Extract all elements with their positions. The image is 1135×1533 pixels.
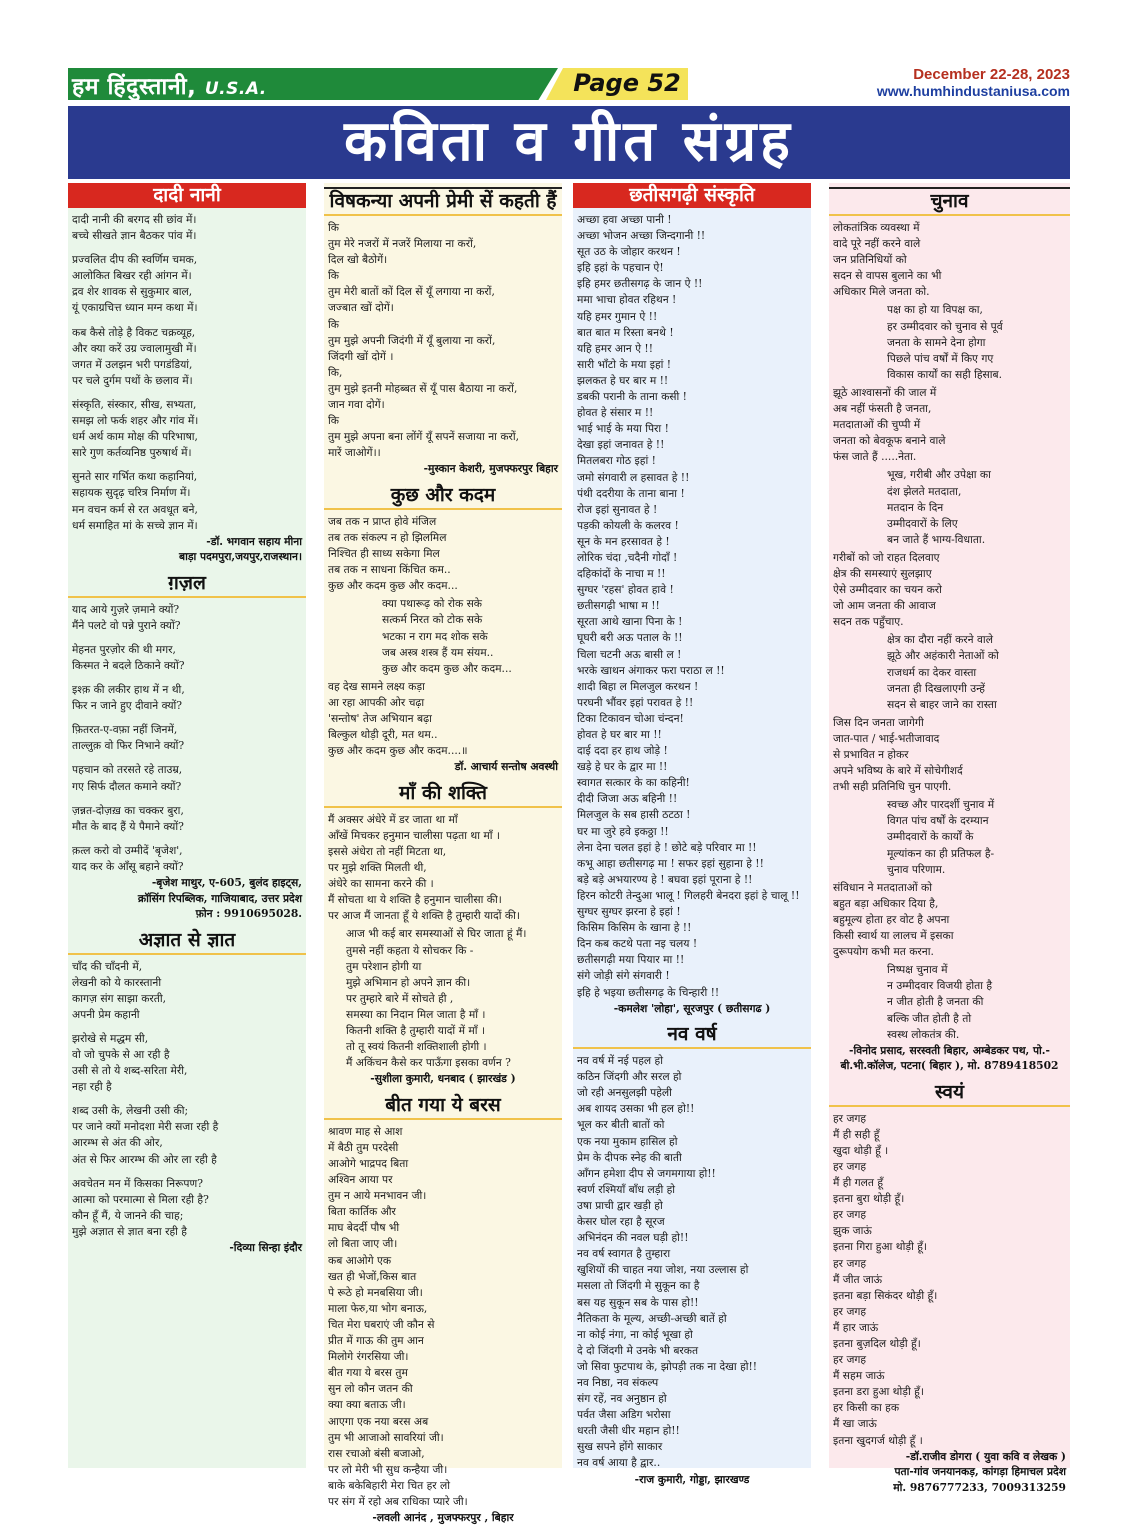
poem-title-vishkanya: विषकन्या अपनी प्रेमी सें कहती हैं: [324, 187, 562, 216]
poem-stanza: प्रज्वलित दीप की स्वर्णिम चमक, आलोकित बिखर रही आंगन में। द्रव शेर शावक से सुकुमार बाल, यूं एकाग्रचित्त ध्यान मग्न कथा में।: [72, 253, 198, 315]
poem-title-agyat: अज्ञात से ज्ञात: [68, 928, 306, 955]
poem-stanza: स्वच्छ और पारदर्शी चुनाव में विगत पांच वर्षों के दरम्यान उम्मीदवारों के कार्यों के मूल्यांकन का ही प्रतिफल है- चुनाव परिणाम.: [887, 798, 995, 876]
poem-author: -कमलेश 'लोहा', सूरजपुर ( छतीसगढ ): [613, 1001, 771, 1015]
poem-stanza: झरोखे से मद्धम सी, वो जो चुपके से आ रही है उसी से तो ये शब्द-सरिता मेरी, नहा रही है: [72, 1031, 188, 1094]
poem-stanza: पहचान को तरसते रहे ताउम्र, गए सिर्फ दौलत कमाने क्यों?: [72, 763, 183, 793]
poem-title-beet-gaya-baras: बीत गया ये बरस: [324, 1093, 562, 1120]
section-banner: [68, 106, 1070, 179]
brand-suffix: U.S.A.: [204, 79, 267, 99]
poem-stanza: शब्द उसी के, लेखनी उसी की; पर जाने क्यों मनोदशा मेरी सजा रही है आरम्भ से अंत की ओर, अंत से फिर आरम्भ की ओर ला रही है: [72, 1104, 219, 1166]
poem-title-ghazal: ग़ज़ल: [68, 571, 306, 598]
poem-author: -राज कुमारी, गोड्डा, झारखण्ड: [634, 1472, 750, 1486]
issue-date: December 22-28, 2023: [913, 66, 1070, 83]
poem-author: -विनोद प्रसाद, सरस्वती बिहार, अम्बेडकर पथ, पो.- बी.भी.कॉलेज, पटना( बिहार ), मो. 8789418502: [840, 1043, 1059, 1073]
poem-stanza: मैं अक्सर अंधेरे में डर जाता था माँ आँखें मिचकर हनुमान चालीसा पढ़ता था माँ । इससे अंधेरा तो नहीं मिटता था, पर मुझे शक्ति मिलती थी, अंधेरे का सामना करने की । मैं सोचता था ये शक्ति है हनुमान चालीसा की। पर आज मैं जानता हूँ ये शक्ति है तुम्हारी यादों की।: [328, 812, 520, 923]
column-3: [573, 183, 811, 1486]
poem-stanza: मेहनत पुरज़ोर की थी मगर, किस्मत ने बदले ठिकाने क्यों?: [72, 642, 185, 672]
poem-title-chhattisgarhi: छतीसगढ़ी संस्कृति: [573, 183, 811, 208]
brand-text: हम हिंदुस्तानी,: [72, 74, 197, 100]
page-number: Page 52: [573, 69, 681, 97]
column-1: [68, 183, 306, 1468]
poem-stanza: क्षेत्र का दौरा नहीं करने वाले झूठे और अहंकारी नेताओं को राजधर्म का देकर वास्ता जनता ही दिखलाएगी उन्हें सदन से बाहर जाने का रास्ता: [887, 633, 999, 711]
poem-stanza: ज़न्नत-दोज़ख़ का चक्कर बुरा, मौत के बाद हैं ये पैमाने क्यों?: [72, 803, 184, 833]
poem-stanza: लोकतांत्रिक व्यवस्था में वादे पूरे नहीं करने वाले जन प्रतिनिधियों को सदन से वापस बुलाने का भी अधिकार मिले जनता को.: [833, 221, 942, 299]
poem-stanza: गरीबों को जो राहत दिलवाए क्षेत्र की समस्याएं सुलझाए ऐसे उम्मीदवार का चयन करो जो आम जनता की आवाज सदन तक पहुँचाए.: [833, 550, 942, 629]
poem-author: -मुस्कान केशरी, मुजफ्फरपुर बिहार: [423, 462, 558, 476]
website-link[interactable]: www.humhindustaniusa.com: [876, 83, 1070, 99]
poem-stanza: जिस दिन जनता जागेगी जात-पात / भाई-भतीजावाद से प्रभावित न होकर अपने भविष्य के बारे में सोचेगीशर्द तभी सही प्रतिनिधि चुन पाएगी.: [833, 715, 963, 794]
poem-stanza: हर जगह मैं ही सही हूँ खुदा थोड़ी हूँ । हर जगह मैं ही गलत हूँ इतना बुरा थोड़ी हूँ। हर जगह झुक जाऊं इतना गिरा हुआ थोड़ी हूँ। हर जगह मैं जीत जाऊं इतना बड़ा सिकंदर थोड़ी हूँ। हर जगह मैं हार जाऊं इतना बुज़दिल थोड़ी हूँ। हर जगह मैं सहम जाऊं इतना डरा हुआ थोड़ी हूँ। हर किसी का हक मैं खा जाऊं इतना खुदगर्ज थोड़ी हूँ ।: [833, 1111, 938, 1447]
column-2: [324, 183, 562, 1525]
poem-stanza: श्रावण माह से आश में बैठी तुम परदेसी आओगे भाद्रपद बिता अश्विन आया पर तुम न आये मनभावन जी। बिता कार्तिक और माघ बेदर्दी पौष भी लो बिता जाए जी। कब आओगे एक खत ही भेजों,किस बात पे रूठे हो मनबसिया जी। माला फेरु,या भोग बनाऊ, चित मेरा घबराएं जी कौन से प्रीत में गाऊ की तुम आन मिलोगे रंगरसिया जी। बीत गया ये बरस तुम सुन लो कौन जतन की क्या क्या बताऊ जी। आएगा एक नया बरस अब तुम भी आजाओ सावरियां जी। रास रचाओ बंसी बजाओ, पर लो मेरी भी सुध कन्हैया जी। बाके बकेबिहारी मेरा चित हर लो पर संग में रहो अब राधिका प्यारे जी।: [328, 1124, 468, 1508]
column-4: [829, 183, 1070, 1494]
poem-stanza: चाँद की चाँदनी में, लेखनी को ये कारस्तानी कागज़ संग साझा करती, अपनी प्रेम कहानी: [72, 959, 167, 1021]
poem-author: -बृजेश माथुर, ए-605, बुलंद हाइट्स, क्रॉसिंग रिपब्लिक, गाजियाबाद, उत्तर प्रदेश फ़ोन : 9910695028.: [137, 876, 302, 920]
poem-stanza: सुनते सार गर्भित कथा कहानियां, सहायक सुदृढ़ चरित्र निर्माण में। मन वचन कर्म से रत अवधूत बने, धर्म समाहित मां के सच्चे ज्ञान में।: [72, 470, 198, 532]
poem-title-nav-varsh: नव वर्ष: [573, 1022, 811, 1049]
poem-title-dadi-nani: दादी नानी: [68, 183, 306, 208]
poem-title-maa-ki-shakti: माँ की शक्ति: [324, 781, 562, 808]
poem-author: -डॉ. भगवान सहाय मीना बाड़ा पदमपुरा,जयपुर,राजस्थान।: [178, 534, 302, 564]
poem-stanza: कब कैसे तोड़े है विकट चक्रव्यूह, और क्या करें उग्र ज्वालामुखी में। जगत में उलझन भरी पगडंडियां, पर चले दुर्गम पथों के छलाव में।: [72, 325, 197, 387]
poem-author: -सुशीला कुमारी, धनबाद ( झारखंड ): [370, 1072, 516, 1086]
poem-stanza: नव वर्ष में नई पहल हो कठिन जिंदगी और सरल हो जो रही अनसुलझी पहेली अब शायद उसका भी हल हो!! भूल कर बीती बातों को एक नया मुकाम हासिल हो प्रेम के दीपक स्नेह की बाती आँगन हमेशा दीप से जगमगाया हो!! स्वर्ण रश्मियाँ बाँध लड़ी हो उषा प्राची द्वार खड़ी हो केसर घोल रहा है सूरज अभिनंदन की नवल घड़ी हो!! नव वर्ष स्वागत है तुम्हारा खुशियों की चाहत नया जोश, नया उल्लास हो मसला तो जिंदगी मे सुकून का है बस यह सुकून सब के पास हो!! नैतिकता के मूल्य, अच्छी-अच्छी बातें हो ना कोई नंगा, ना कोई भूखा हो दे दो जिंदगी मे उनके भी बरकत जो सिवा फुटपाथ के, झोपड़ी तक ना देखा हो!! नव निष्ठा, नव संकल्प संग रहें, नव अनुष्ठान हो पर्वत जैसा अडिग भरोसा धरती जैसी धीर महान हो!! सुख सपने होंगे साकार नव वर्ष आया है द्वार..: [577, 1054, 758, 1470]
poem-title-kuch-aur-kadam: कुछ और कदम: [324, 483, 562, 510]
poem-stanza: फ़ितरत-ए-वफ़ा नहीं जिनमें, ताल्लुक़ वो फिर निभाने क्यों?: [72, 723, 185, 753]
poem-stanza: आज भी कई बार समस्याओं से घिर जाता हूं मैं। तुमसे नहीं कहता ये सोचकर कि - तुम परेशान होगी या मुझे अभिमान हो अपने ज्ञान की। पर तुम्हारे बारे में सोचते ही , समस्या का निदान मिल जाता है माँ । कितनी शक्ति है तुम्हारी यादों में माँ । तो तू स्वयं कितनी शक्तिशाली होगी । मैं अकिंचन कैसे कर पाऊँगा इसका वर्णन ?: [346, 927, 527, 1070]
poem-author: -लवली आनंद , मुजफ्फरपुर , बिहार: [372, 1511, 514, 1525]
poem-stanza: जब तक न प्राप्त होवे मंजिल तब तक संकल्प न हो झिलमिल निश्चित ही साध्य सकेगा मिल तब तक न साधना किंचित कम.. कुछ और कदम कुछ और कदम...: [328, 514, 458, 593]
poem-author: -दिव्या सिन्हा इंदौर: [229, 1241, 302, 1254]
poem-stanza: इश्क़ की लकीर हाथ में न थी, फिर न जाने हुए दीवाने क्यों?: [72, 683, 185, 713]
poem-stanza: कि तुम मेरे नजरों में नजरें मिलाया ना करों, दिल खो बैठोगें। कि तुम मेरी बातों कों दिल सें यूँ लगाया ना करों, जज्बात खों दोगें। कि तुम मुझे अपनी जिदंगी में यूँ बुलाया ना करों, जिंदगी खों दोगें । कि, तुम मुझे इतनी मोहब्बत सें यूँ पास बैठाया ना करों, जान गवा दोगें। कि तुम मुझे अपना बना लोंगें यूँ सपनें सजाया ना करों, मारें जाओगें।।: [328, 221, 520, 460]
poem-stanza: दादी नानी की बरगद सी छांव में। बच्चे सीखते ज्ञान बैठकर पांव में।: [72, 213, 197, 243]
poem-title-chunav: चुनाव: [829, 187, 1070, 216]
section-title: कविता व गीत संग्रह: [344, 109, 794, 174]
poem-stanza: संस्कृति, संस्कार, सीख, सभ्यता, समझ लो फर्क शहर और गांव में। धर्म अर्थ काम मोक्ष की परिभाषा, सारे गुण कर्तव्यनिष्ठ पुरुषार्थ में।: [72, 397, 199, 460]
poem-author: -डॉ.राजीव डोगरा ( युवा कवि व लेखक ) पता-गांव जनयानकड़, कांगड़ा हिमाचल प्रदेश मो. 9876777233, 7009313259: [893, 1449, 1066, 1494]
poem-stanza: निष्पक्ष चुनाव में न उम्मीदवार विजयी होता है न जीत होती है जनता की बल्कि जीत होती है तो स्वस्थ लोकतंत्र की.: [887, 963, 993, 1041]
poem-stanza: अच्छा हवा अच्छा पानी ! अच्छा भोजन अच्छा जिन्दगानी !! सूत उठ के जोहार करथन ! इहि इहां के पहचान ऐ! इहि हमर छतीसगढ़ के जान ऐ !! ममा भाचा होवत रहिथन ! यहि हमर गुमान ऐ !! बात बात म रिस्ता बनथे ! यहि हमर आन ऐ !! सारी भाँटो के मया इहां ! झलकत हे घर बार म !! डबकी परानी के ताना कसी ! होवत हे संसार म !! भाई भाई के मया पिरा ! देखा इहां जनावत हे !! मितलबरा गोठ इहां ! जमो संगवारी ल हसावत हे !! पंथी ददरीया के ताना बाना ! रोज इहां सुनावत हे ! पड़की कोयली के कलरव ! सून के मन हरसावत हे ! लोरिक चंदा ,चदैनी गोदाँ ! दहिकांदों के नाचा म !! सुग्घर 'रहस' होवत हावे ! छतीसगढ़ी भाषा म !! सूरता आथे खाना पिना के ! घूघरी बरी अऊ पताल के !! चिला चटनी अऊ बासी ल ! भरके खाथन अंगाकर फरा पराठा ल !! शादी बिहा ल मिलजुल करथन ! परघनी भौंवर इहां परावत हे !! टिका टिकावन चोआ चंन्दन! होवत हे घर बार मा !! दाई ददा हर हाथ जोड़े ! खड़े हे घर के द्वार मा !! स्वागत सत्कार के का कहिनी! दीदी जिजा अऊ बहिनी !! मिलजुल के सब हासी ठटठा ! घर मा जुरे हवे इकठ्ठा !! लेना देना चलत इहां हे ! छोटे बड़े परिवार मा !! कभू आहा छतीसगढ़ मा ! सफर इहां सुहाना हे !! बड़े बड़े अभयारण्य हे ! बघवा इहां पूराना हे !! हिरन कोटरी तेन्दुआ भालू ! गिलहरी बेनदरा इहां हे चालू !! सुग्घर सुग्घर झरना हे इहां ! किसिम किसिम के खाना हे !! दिन कब कटथे पता नइ चलय ! छतीसगढ़ी मया पियार मा !! संगे जोड़ी संगे संगवारी ! इहि हे भइया छतीसगढ़ के चिन्हारी !!: [577, 213, 800, 999]
poem-stanza: वह देख सामने लक्ष्य कड़ा आ रहा आपकी ओर चढ़ा 'सन्तोष' तेज अभियान बढ़ा बिल्कुल थोड़ी दूरी, मत थम.. कुछ और कदम कुछ और कदम....॥: [328, 679, 468, 758]
poem-stanza: संविधान ने मतदाताओं को बहुत बड़ा अधिकार दिया है, बहुमूल्य होता हर वोट है अपना किसी स्वार्थ या लालच में इसका दुरूपयोग कभी मत करना.: [833, 880, 954, 959]
poem-stanza: अवचेतन मन में किसका निरूपण? आत्मा को परमात्मा से मिला रही है? कौन हूँ मैं, ये जानने की चाह; मुझे अज्ञात से ज्ञात बना रही है: [72, 1176, 209, 1238]
poem-stanza: भूख, गरीबी और उपेक्षा का दंश झेलते मतदाता, मतदान के दिन उम्मीदवारों के लिए बन जाते हैं भाग्य-विधाता.: [887, 468, 991, 546]
poem-author: डॉ. आचार्य सन्तोष अवस्थी: [454, 760, 558, 774]
poem-stanza: झूठे आश्वासनों की जाल में अब नहीं फंसती है जनता, मतदाताओं की चुप्पी में जनता को बेवकूफ बनाने वाले फंस जाते हैं .....नेता.: [833, 385, 946, 464]
dateline: [877, 66, 1070, 99]
publication-name: [72, 69, 267, 101]
poem-stanza: क़त्ल करो वो उम्मीदें 'बृजेश', याद कर के आँसू बहाने क्यों?: [72, 843, 184, 873]
poem-title-swayam: स्वयं: [829, 1080, 1070, 1107]
page-header: [68, 68, 1070, 100]
poem-stanza: क्या पथारूढ़ को रोक सके सत्कर्म निरत को टोक सके भटका न राग मद शोक सके जब अस्त्र शस्त्र हैं यम संयम.. कुछ और कदम कुछ और कदम...: [382, 597, 512, 675]
poem-stanza: याद आये गुज़रे ज़माने क्यों? मैंने पलटे वो पन्ने पुराने क्यों?: [72, 602, 181, 632]
poem-stanza: पक्ष का हो या विपक्ष का, हर उम्मीदवार को चुनाव से पूर्व जनता के सामने देना होगा पिछले पांच वर्षों में किए गए विकास कार्यों का सही हिसाब.: [887, 303, 1003, 381]
